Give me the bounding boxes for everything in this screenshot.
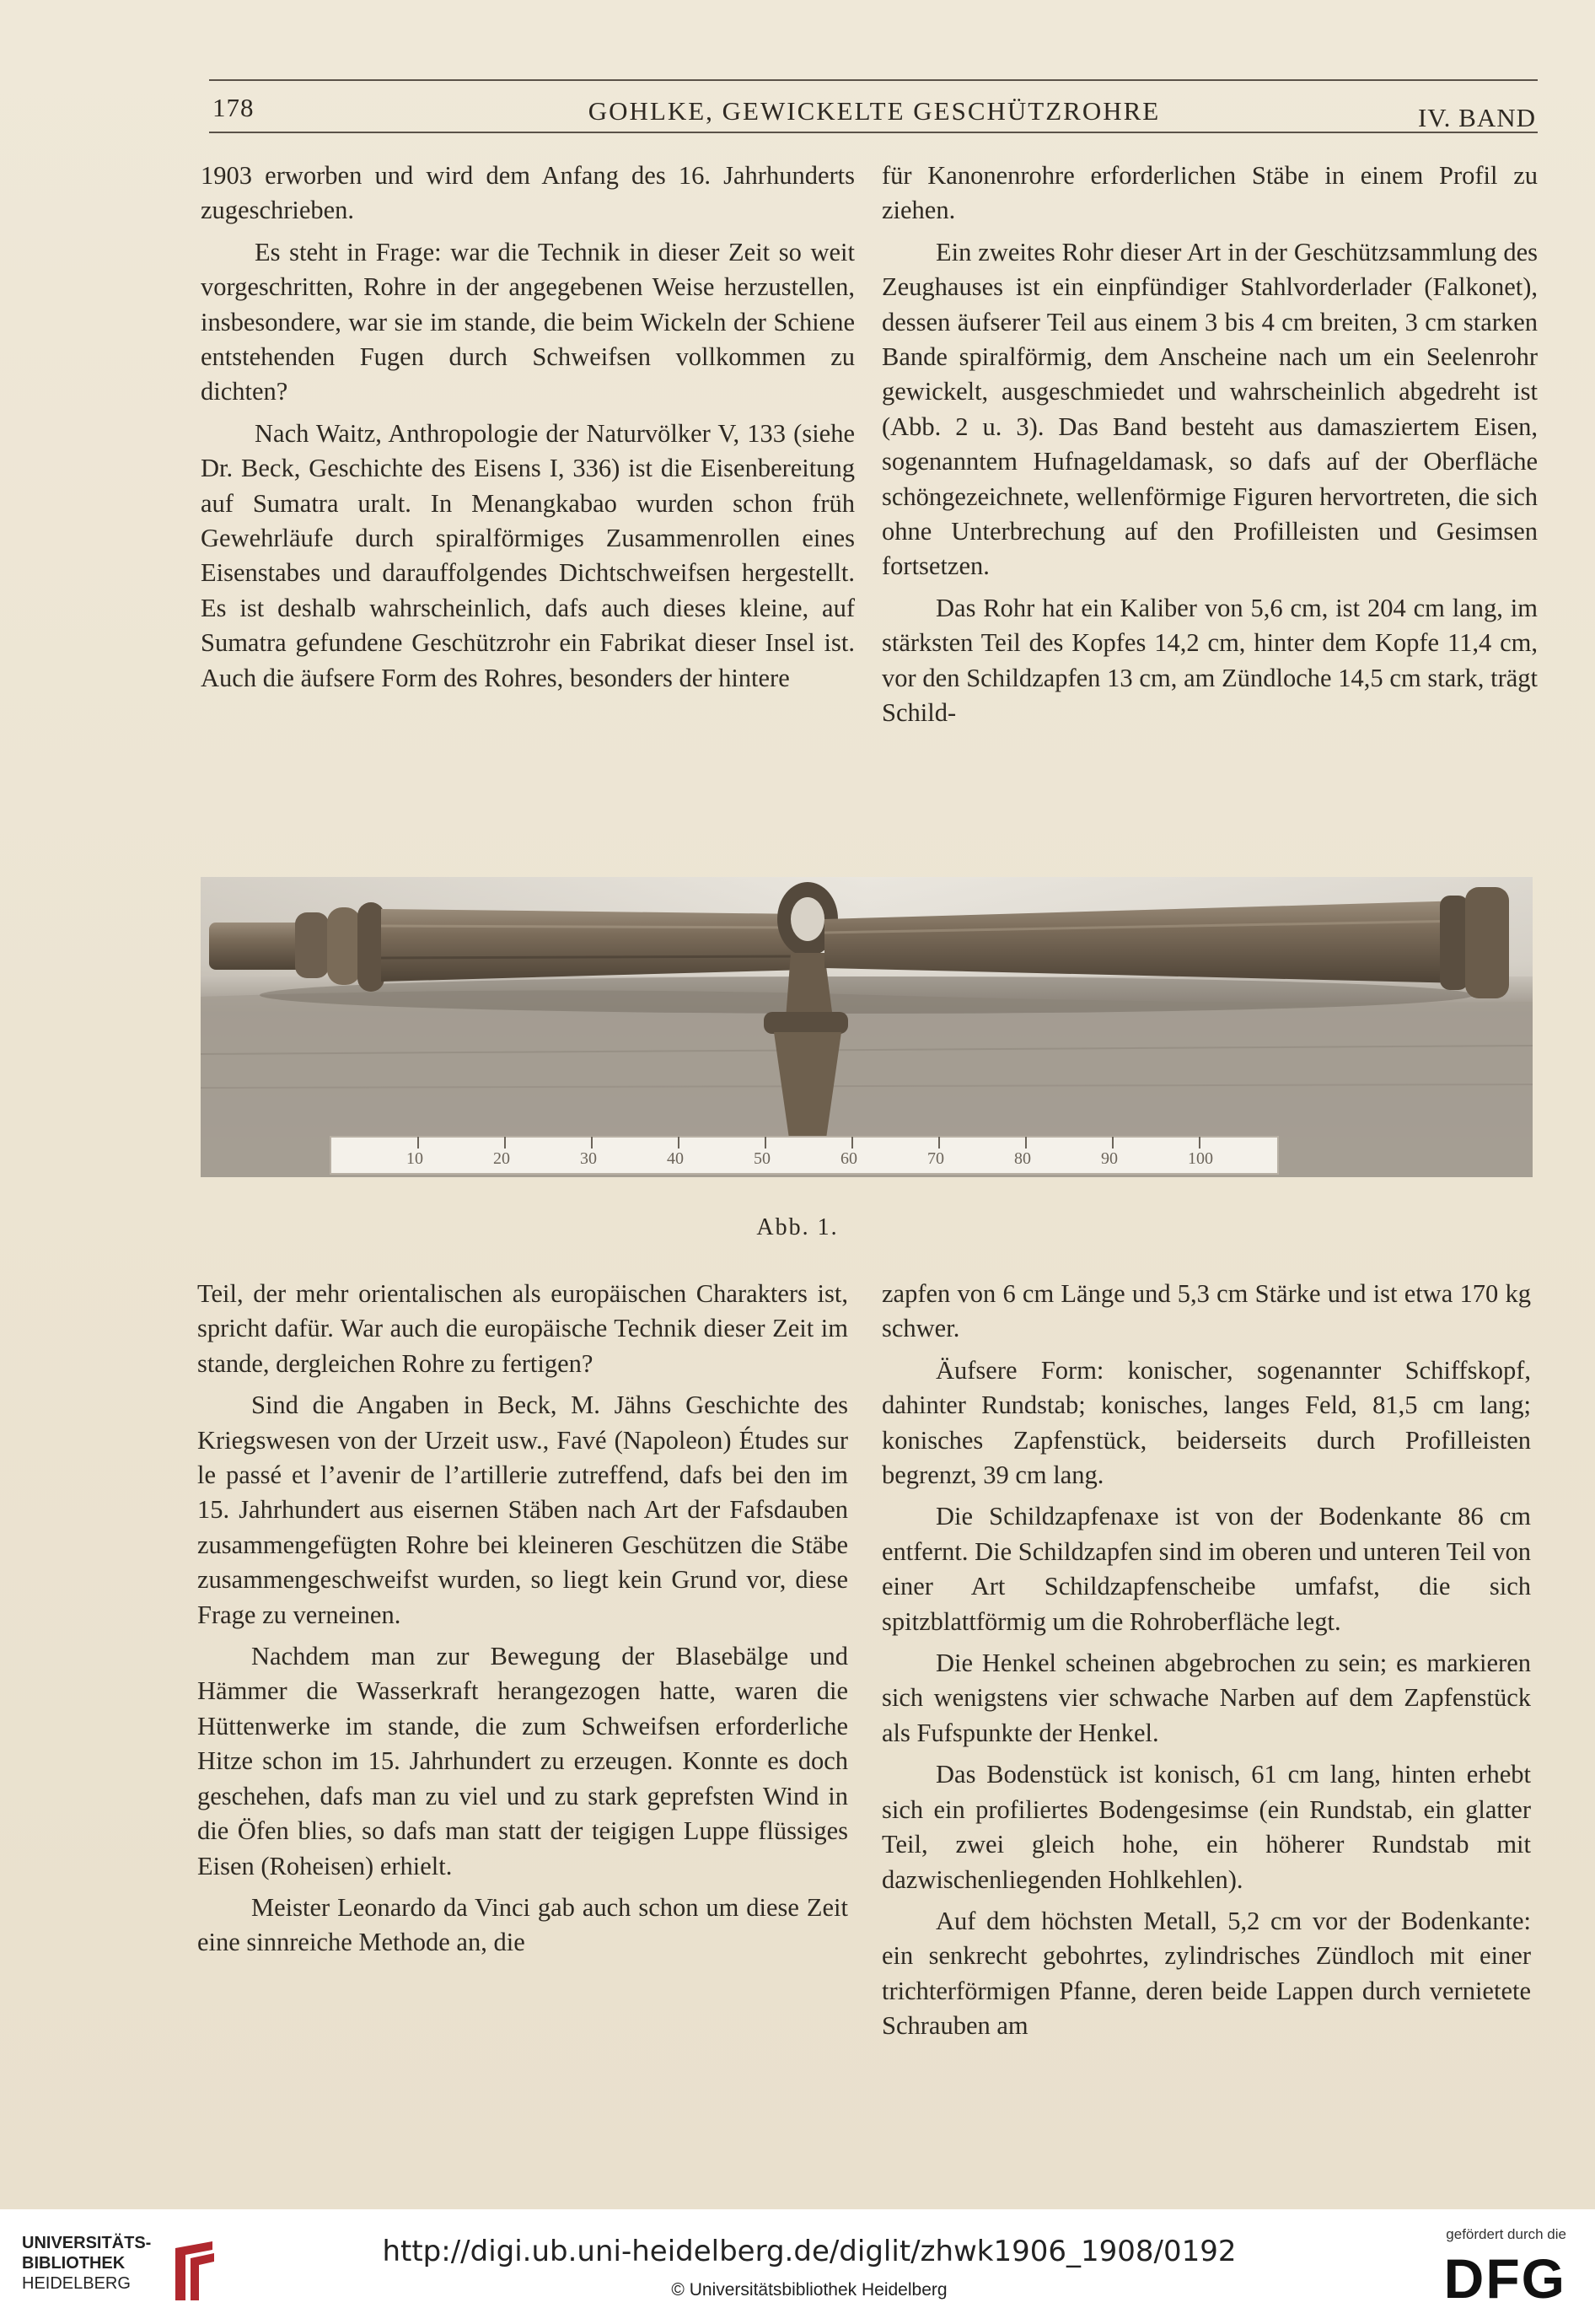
library-line-3: HEIDELBERG [22, 2274, 131, 2293]
page-header [212, 93, 1536, 135]
paragraph: Sind die Angaben in Beck, M. Jähns Geschichte des Kriegswesen von der Urzeit usw., Favé (Napoleon) Études sur le passé et l’avenir de l’artillerie zutreffend, dafs bei den im 15. Jahrhundert aus eisernen Stäben nach Art der Fafsdauben zusammengefügten Rohre bei kleineren Geschützen die Stäbe zusammengeschweifst wurden, so liegt kein Grund vor, diese Frage zu verneinen. [197, 1391, 848, 1629]
running-title: GOHLKE, GEWICKELTE GESCHÜTZROHRE [588, 96, 1161, 126]
top-rule [209, 79, 1538, 81]
ruler-label: 10 [406, 1149, 423, 1168]
paragraph: Die Schildzapfenaxe ist von der Bodenkante 86 cm entfernt. Die Schildzapfen sind im oberen und unteren Teil von einer Art Schildzapfenscheibe umfafst, die sich spitzblattförmig um die Rohroberfläche legt. [882, 1502, 1531, 1636]
ruler-label: 50 [754, 1149, 771, 1168]
figure-cannon-photo [201, 877, 1533, 1177]
cannon-breech [209, 923, 302, 970]
column-lower-left [197, 1277, 848, 1961]
library-line-1: UNIVERSITÄTS- [22, 2234, 152, 2252]
library-logo [22, 2233, 300, 2309]
paragraph: Meister Leonardo da Vinci gab auch schon um diese Zeit eine sinnreiche Methode an, die [197, 1892, 848, 1957]
paragraph: Äufsere Form: konischer, sogenannter Schiffskopf, dahinter Rundstab; konisches, langes Feld, 81,5 cm lang; konisches Zapfenstück, beiderseits durch Profilleisten begrenzt, 39 cm lang. [882, 1355, 1531, 1490]
paragraph: Das Bodenstück ist konisch, 61 cm lang, hinten erhebt sich ein profiliertes Bodengesimse (ein Rundstab, ein glatter Teil, zwei gleich hohe, ein höherer Rundstab mit dazwischenliegenden Hohlkehlen). [882, 1760, 1531, 1894]
paragraph: Ein zweites Rohr dieser Art in der Geschützsammlung des Zeughauses ist ein einpfündiger Stahlvorderlader (Falkonet), dessen äufserer Teil aus einem 3 bis 4 cm breiten, 3 cm starken Bande spiralförmig, dem Anscheine nach um ein Seelenrohr gewickelt, ausgeschmiedet und wahrscheinlich abgedreht ist (Abb. 2 u. 3). Das Band besteht aus damasziertem Eisen, sogenanntem Hufnageldamask, so dafs auf der Oberfläche schöngezeichnete, wellenförmige Figuren hervortreten, die sich ohne Unterbrechung auf den Profilleisten und Gesimsen fortsetzen. [882, 237, 1538, 581]
paragraph: Teil, der mehr orientalischen als europäischen Charakters ist, spricht dafür. War auch die europäische Technik dieser Zeit im stande, dergleichen Rohre zu fertigen? [197, 1279, 848, 1378]
library-line-2: BIBLIOTHEK [22, 2254, 126, 2273]
page-number: 178 [212, 93, 255, 122]
ruler-label: 80 [1014, 1149, 1031, 1168]
column-upper-right [882, 159, 1538, 731]
ruler-label: 60 [840, 1149, 857, 1168]
paragraph: Nach Waitz, Anthropologie der Naturvölker V, 133 (siehe Dr. Beck, Geschichte des Eisens I, 336) ist die Eisenbereitung auf Sumatra uralt. In Menangkabao wurden schon früh Gewehrläufe durch spiralförmiges Zusammenrollen eines Eisenstabes und darauffolgendes Dichtschweifsen hergestellt. Es ist deshalb wahrscheinlich, dafs auch dieses kleine, auf Sumatra gefundene Geschützrohr ein Fabrikat dieser Insel ist. Auch die äufsere Form des Rohres, besonders der hintere [201, 418, 855, 692]
footer-bar [0, 2209, 1595, 2324]
paragraph: zapfen von 6 cm Länge und 5,3 cm Stärke und ist etwa 170 kg schwer. [882, 1279, 1531, 1343]
figure-caption: Abb. 1. [756, 1214, 839, 1240]
ruler-label: 90 [1101, 1149, 1118, 1168]
paragraph: Das Rohr hat ein Kaliber von 5,6 cm, ist 204 cm lang, im stärksten Teil des Kopfes 14,2 cm, hinter dem Kopfe 11,4 cm, vor den Schildzapfen 13 cm, am Zündloche 14,5 cm stark, trägt Schild- [882, 593, 1538, 728]
copyright-notice: © Universitätsbibliothek Heidelberg [671, 2280, 948, 2300]
paragraph: 1903 erworben und wird dem Anfang des 16. Jahrhunderts zugeschrieben. [201, 161, 855, 225]
volume-label: IV. BAND [1417, 103, 1536, 132]
ruler-label: 40 [667, 1149, 684, 1168]
paragraph: Die Henkel scheinen abgebrochen zu sein; es markieren sich wenigstens vier schwache Narben auf dem Zapfenstück als Fufspunkte der Henkel. [882, 1649, 1531, 1747]
permalink-url[interactable]: http://digi.ub.uni-heidelberg.de/diglit/zhwk1906_1908/0192 [382, 2235, 1237, 2268]
ruler-label: 100 [1188, 1149, 1213, 1168]
library-emblem-icon [160, 2238, 228, 2305]
column-upper-left [201, 159, 855, 696]
funded-by-label: gefördert durch die [1446, 2226, 1566, 2242]
ruler-label: 70 [927, 1149, 944, 1168]
paragraph: Nachdem man zur Bewegung der Blasebälge und Hämmer die Wasserkraft herangezogen hatte, waren die Hüttenwerke im stande, die zum Schweifsen erforderliche Hitze schon im 15. Jahrhundert zu erzeugen. Konnte es doch geschehen, dafs man zu viel und zu stark geprefsten Wind in die Öfen blies, so dafs man statt der teigigen Luppe flüssiges Eisen (Roheisen) erhielt. [197, 1642, 848, 1880]
paragraph: Auf dem höchsten Metall, 5,2 cm vor der Bodenkante: ein senkrecht gebohrtes, zylindrisches Zündloch mit einer trichterförmigen Pfanne, deren beide Lappen durch vernietete Schrauben am [882, 1906, 1531, 2041]
paragraph: für Kanonenrohre erforderlichen Stäbe in einem Profil zu ziehen. [882, 161, 1538, 225]
cannon-photograph [201, 877, 1533, 1177]
ruler-label: 30 [580, 1149, 597, 1168]
dfg-logo: DFG [1443, 2247, 1566, 2310]
paragraph: Es steht in Frage: war die Technik in dieser Zeit so weit vorgeschritten, Rohre in der angegebenen Weise herzustellen, insbesondere, war sie im stande, die beim Wickeln der Schiene entstehenden Fugen durch Schweifsen vollkommen zu dichten? [201, 237, 855, 406]
column-lower-right [882, 1277, 1531, 2044]
ruler-label: 20 [493, 1149, 510, 1168]
header-rule [209, 132, 1538, 133]
